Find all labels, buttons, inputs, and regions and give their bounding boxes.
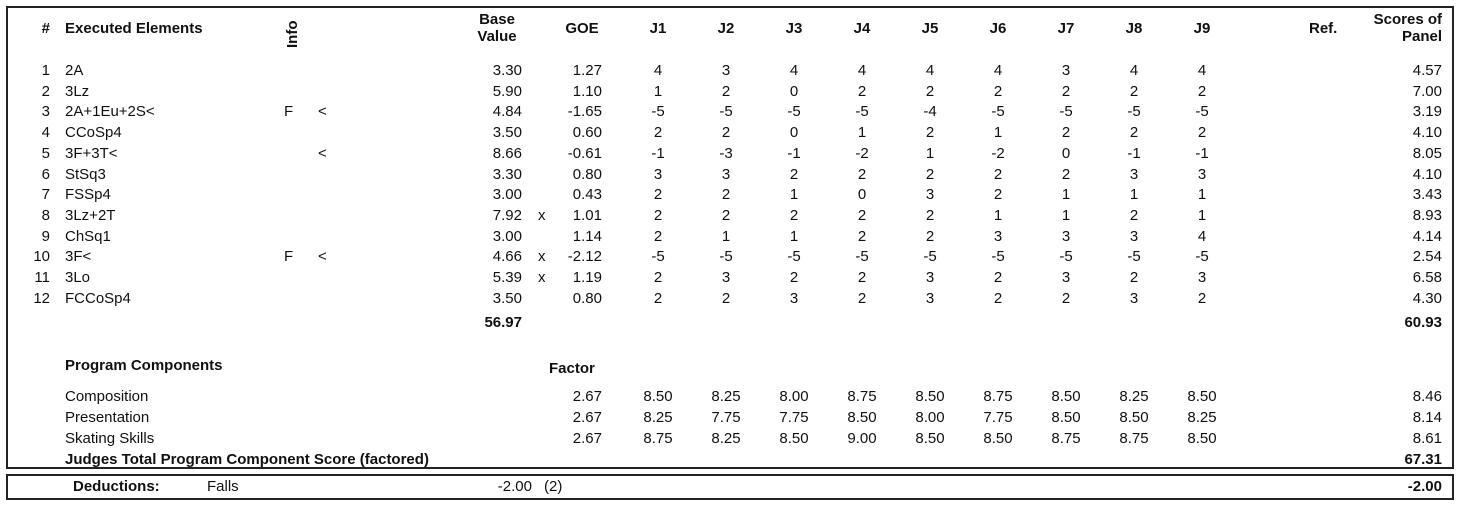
component-judge-score-j4: 8.50	[847, 409, 877, 426]
element-judge-score-j9: 3	[1197, 166, 1207, 183]
component-judge-score-j2: 8.25	[711, 430, 741, 447]
element-panel-score: 4.30	[1412, 290, 1442, 307]
col-header-judge-3: J3	[785, 20, 803, 37]
elements-score-total: 60.93	[1404, 314, 1442, 331]
element-judge-score-j2: 3	[721, 269, 731, 286]
element-name: 3Lz	[65, 83, 90, 100]
element-judge-score-j5: 2	[925, 83, 935, 100]
element-judge-score-j4: 2	[857, 228, 867, 245]
component-factor: 2.67	[572, 430, 602, 447]
element-judge-score-j4: 0	[857, 186, 867, 203]
element-info-underrotation: <	[318, 248, 327, 265]
component-judge-score-j6: 7.75	[983, 409, 1013, 426]
element-judge-score-j4: -2	[855, 145, 869, 162]
base-value-total: 56.97	[484, 314, 522, 331]
element-goe: -0.61	[567, 145, 602, 162]
element-judge-score-j1: 2	[653, 186, 663, 203]
element-judge-score-j9: 3	[1197, 269, 1207, 286]
element-judge-score-j3: 2	[789, 166, 799, 183]
element-name: FSSp4	[65, 186, 111, 203]
element-info-underrotation: <	[318, 145, 327, 162]
element-judge-score-j9: 2	[1197, 124, 1207, 141]
element-judge-score-j7: 2	[1061, 166, 1071, 183]
deductions-total: -2.00	[1407, 478, 1442, 495]
element-judge-score-j1: 1	[653, 83, 663, 100]
component-judge-score-j6: 8.50	[983, 430, 1013, 447]
col-header-base-value: Base Value	[477, 11, 517, 45]
element-name: 3Lz+2T	[65, 207, 116, 224]
element-judge-score-j8: 2	[1129, 269, 1139, 286]
element-goe: 1.01	[572, 207, 602, 224]
element-number: 12	[33, 290, 50, 307]
component-judge-score-j2: 7.75	[711, 409, 741, 426]
element-number: 11	[34, 269, 50, 286]
element-judge-score-j1: -5	[651, 103, 665, 120]
component-judge-score-j7: 8.50	[1051, 409, 1081, 426]
element-judge-score-j8: 2	[1129, 83, 1139, 100]
pcs-total-label: Judges Total Program Component Score (factored)	[65, 451, 429, 468]
element-judge-score-j7: 2	[1061, 83, 1071, 100]
element-judge-score-j3: 4	[789, 62, 799, 79]
element-judge-score-j2: -5	[719, 248, 733, 265]
element-judge-score-j4: 4	[857, 62, 867, 79]
component-judge-score-j3: 8.50	[779, 430, 809, 447]
element-number: 7	[41, 186, 50, 203]
element-base-value: 3.50	[492, 124, 522, 141]
element-number: 6	[41, 166, 50, 183]
element-judge-score-j2: 2	[721, 186, 731, 203]
col-header-judge-2: J2	[717, 20, 735, 37]
component-judge-score-j1: 8.50	[643, 388, 673, 405]
element-judge-score-j1: 2	[653, 290, 663, 307]
component-name: Composition	[65, 388, 149, 405]
element-base-value: 4.84	[492, 103, 522, 120]
element-judge-score-j1: -1	[651, 145, 665, 162]
element-judge-score-j5: -5	[923, 248, 937, 265]
element-number: 8	[41, 207, 50, 224]
col-header-info: Info	[284, 20, 301, 48]
element-judge-score-j5: 2	[925, 124, 935, 141]
element-panel-score: 2.54	[1412, 248, 1442, 265]
element-judge-score-j5: 2	[925, 207, 935, 224]
element-judge-score-j4: 2	[857, 290, 867, 307]
element-judge-score-j4: 2	[857, 269, 867, 286]
element-number: 1	[41, 62, 50, 79]
element-judge-score-j7: -5	[1059, 248, 1073, 265]
component-judge-score-j4: 9.00	[847, 430, 877, 447]
component-judge-score-j9: 8.25	[1187, 409, 1217, 426]
element-judge-score-j4: -5	[855, 248, 869, 265]
element-judge-score-j9: 2	[1197, 83, 1207, 100]
component-judge-score-j5: 8.50	[915, 430, 945, 447]
element-info-flag: F	[284, 103, 294, 120]
element-judge-score-j9: 1	[1197, 207, 1207, 224]
element-judge-score-j9: 1	[1197, 186, 1207, 203]
component-panel-score: 8.14	[1412, 409, 1442, 426]
col-header-goe: GOE	[565, 20, 599, 37]
element-number: 2	[41, 83, 50, 100]
col-header-judge-7: J7	[1057, 20, 1075, 37]
element-panel-score: 4.57	[1412, 62, 1442, 79]
element-judge-score-j5: 4	[925, 62, 935, 79]
component-judge-score-j8: 8.75	[1119, 430, 1149, 447]
element-info-underrotation: <	[318, 103, 327, 120]
col-header-judge-8: J8	[1125, 20, 1143, 37]
element-base-value: 3.00	[492, 186, 522, 203]
element-judge-score-j5: 3	[925, 290, 935, 307]
element-base-value: 3.30	[492, 166, 522, 183]
element-panel-score: 4.10	[1412, 166, 1442, 183]
element-judge-score-j7: 3	[1061, 228, 1071, 245]
element-number: 10	[33, 248, 50, 265]
element-goe: -1.65	[567, 103, 602, 120]
element-judge-score-j8: 3	[1129, 228, 1139, 245]
element-goe: 0.80	[572, 166, 602, 183]
element-judge-score-j6: 2	[993, 186, 1003, 203]
component-judge-score-j6: 8.75	[983, 388, 1013, 405]
element-judge-score-j5: 2	[925, 166, 935, 183]
element-base-value: 8.66	[492, 145, 522, 162]
component-judge-score-j7: 8.50	[1051, 388, 1081, 405]
element-judge-score-j7: 1	[1061, 207, 1071, 224]
element-judge-score-j6: 2	[993, 166, 1003, 183]
element-judge-score-j5: 3	[925, 269, 935, 286]
element-panel-score: 4.10	[1412, 124, 1442, 141]
component-judge-score-j3: 7.75	[779, 409, 809, 426]
element-judge-score-j6: 1	[993, 124, 1003, 141]
element-judge-score-j6: 1	[993, 207, 1003, 224]
pcs-total-score: 67.31	[1404, 451, 1442, 468]
element-judge-score-j9: 4	[1197, 62, 1207, 79]
element-judge-score-j5: 3	[925, 186, 935, 203]
element-goe: 1.19	[572, 269, 602, 286]
component-judge-score-j5: 8.50	[915, 388, 945, 405]
element-name: FCCoSp4	[65, 290, 131, 307]
col-header-number: #	[41, 20, 50, 37]
col-header-elements: Executed Elements	[65, 20, 203, 37]
element-judge-score-j7: 3	[1061, 62, 1071, 79]
element-judge-score-j8: -5	[1127, 103, 1141, 120]
element-judge-score-j7: 0	[1061, 145, 1071, 162]
component-judge-score-j2: 8.25	[711, 388, 741, 405]
element-judge-score-j3: -1	[787, 145, 801, 162]
element-judge-score-j6: 2	[993, 290, 1003, 307]
element-judge-score-j8: 4	[1129, 62, 1139, 79]
element-number: 4	[41, 124, 50, 141]
element-judge-score-j9: 4	[1197, 228, 1207, 245]
element-judge-score-j3: 2	[789, 269, 799, 286]
element-name: 3Lo	[65, 269, 91, 286]
element-bonus-marker: x	[538, 248, 546, 265]
element-judge-score-j6: 2	[993, 83, 1003, 100]
element-judge-score-j8: 2	[1129, 124, 1139, 141]
element-judge-score-j7: 3	[1061, 269, 1071, 286]
element-judge-score-j2: 2	[721, 83, 731, 100]
element-number: 9	[41, 228, 50, 245]
component-judge-score-j4: 8.75	[847, 388, 877, 405]
element-judge-score-j2: 1	[721, 228, 731, 245]
element-panel-score: 3.19	[1412, 103, 1442, 120]
component-judge-score-j5: 8.00	[915, 409, 945, 426]
element-goe: 0.80	[572, 290, 602, 307]
factor-header: Factor	[549, 360, 595, 377]
deductions-label: Deductions:	[73, 478, 160, 495]
element-judge-score-j6: -2	[991, 145, 1005, 162]
element-judge-score-j1: 2	[653, 228, 663, 245]
element-base-value: 5.39	[492, 269, 522, 286]
col-header-scores-of-panel: Scores of Panel	[1373, 11, 1442, 45]
element-judge-score-j7: 2	[1061, 290, 1071, 307]
element-judge-score-j2: 2	[721, 290, 731, 307]
element-judge-score-j8: -1	[1127, 145, 1141, 162]
element-judge-score-j3: 0	[789, 124, 799, 141]
element-judge-score-j1: 3	[653, 166, 663, 183]
element-judge-score-j9: -5	[1195, 248, 1209, 265]
col-header-judge-1: J1	[649, 20, 667, 37]
element-info-flag: F	[284, 248, 294, 265]
element-panel-score: 4.14	[1412, 228, 1442, 245]
element-judge-score-j7: -5	[1059, 103, 1073, 120]
element-base-value: 7.92	[492, 207, 522, 224]
element-judge-score-j6: 2	[993, 269, 1003, 286]
program-components-title: Program Components	[65, 357, 223, 374]
element-name: 2A	[65, 62, 84, 79]
col-header-judge-6: J6	[989, 20, 1007, 37]
element-judge-score-j9: -1	[1195, 145, 1209, 162]
element-judge-score-j1: 2	[653, 207, 663, 224]
component-factor: 2.67	[572, 409, 602, 426]
element-judge-score-j3: 1	[789, 228, 799, 245]
element-bonus-marker: x	[538, 269, 546, 286]
component-panel-score: 8.46	[1412, 388, 1442, 405]
element-goe: 1.14	[572, 228, 602, 245]
element-judge-score-j2: -5	[719, 103, 733, 120]
element-judge-score-j4: 1	[857, 124, 867, 141]
element-name: StSq3	[65, 166, 106, 183]
col-header-judge-4: J4	[853, 20, 871, 37]
deductions-count: (2)	[544, 478, 563, 495]
element-judge-score-j3: 3	[789, 290, 799, 307]
element-judge-score-j4: 2	[857, 207, 867, 224]
element-number: 5	[41, 145, 50, 162]
element-panel-score: 8.05	[1412, 145, 1442, 162]
element-number: 3	[41, 103, 50, 120]
element-judge-score-j1: 2	[653, 269, 663, 286]
element-judge-score-j6: 4	[993, 62, 1003, 79]
element-judge-score-j2: -3	[719, 145, 733, 162]
element-judge-score-j3: 2	[789, 207, 799, 224]
element-judge-score-j2: 2	[721, 124, 731, 141]
element-judge-score-j2: 2	[721, 207, 731, 224]
component-judge-score-j9: 8.50	[1187, 430, 1217, 447]
deductions-type: Falls	[207, 478, 239, 495]
element-judge-score-j1: 2	[653, 124, 663, 141]
element-judge-score-j5: 1	[925, 145, 935, 162]
element-judge-score-j8: 2	[1129, 207, 1139, 224]
element-judge-score-j9: -5	[1195, 103, 1209, 120]
element-goe: 1.10	[572, 83, 602, 100]
component-judge-score-j7: 8.75	[1051, 430, 1081, 447]
element-judge-score-j5: 2	[925, 228, 935, 245]
element-judge-score-j3: -5	[787, 103, 801, 120]
element-judge-score-j5: -4	[923, 103, 937, 120]
component-judge-score-j1: 8.75	[643, 430, 673, 447]
element-panel-score: 3.43	[1412, 186, 1442, 203]
component-judge-score-j8: 8.50	[1119, 409, 1149, 426]
element-judge-score-j2: 3	[721, 166, 731, 183]
col-header-ref: Ref.	[1309, 20, 1338, 37]
element-judge-score-j9: 2	[1197, 290, 1207, 307]
element-base-value: 5.90	[492, 83, 522, 100]
deductions-value: -2.00	[497, 478, 532, 495]
element-name: 2A+1Eu+2S<	[65, 103, 155, 120]
element-name: 3F+3T<	[65, 145, 118, 162]
element-judge-score-j6: -5	[991, 103, 1005, 120]
element-bonus-marker: x	[538, 207, 546, 224]
element-panel-score: 6.58	[1412, 269, 1442, 286]
element-goe: 1.27	[572, 62, 602, 79]
component-judge-score-j8: 8.25	[1119, 388, 1149, 405]
element-base-value: 3.00	[492, 228, 522, 245]
element-judge-score-j3: 0	[789, 83, 799, 100]
component-judge-score-j1: 8.25	[643, 409, 673, 426]
element-judge-score-j7: 2	[1061, 124, 1071, 141]
element-goe: 0.60	[572, 124, 602, 141]
element-name: CCoSp4	[65, 124, 122, 141]
element-panel-score: 8.93	[1412, 207, 1442, 224]
component-factor: 2.67	[572, 388, 602, 405]
element-goe: -2.12	[567, 248, 602, 265]
component-judge-score-j3: 8.00	[779, 388, 809, 405]
element-panel-score: 7.00	[1412, 83, 1442, 100]
element-goe: 0.43	[572, 186, 602, 203]
element-judge-score-j8: -5	[1127, 248, 1141, 265]
element-judge-score-j3: -5	[787, 248, 801, 265]
element-judge-score-j2: 3	[721, 62, 731, 79]
component-name: Skating Skills	[65, 430, 155, 447]
element-judge-score-j1: 4	[653, 62, 663, 79]
element-name: ChSq1	[65, 228, 111, 245]
element-judge-score-j7: 1	[1061, 186, 1071, 203]
col-header-judge-9: J9	[1193, 20, 1211, 37]
element-judge-score-j6: 3	[993, 228, 1003, 245]
element-judge-score-j8: 1	[1129, 186, 1139, 203]
element-judge-score-j4: -5	[855, 103, 869, 120]
element-judge-score-j4: 2	[857, 166, 867, 183]
element-name: 3F<	[65, 248, 92, 265]
element-judge-score-j4: 2	[857, 83, 867, 100]
col-header-judge-5: J5	[921, 20, 939, 37]
element-judge-score-j8: 3	[1129, 290, 1139, 307]
element-judge-score-j8: 3	[1129, 166, 1139, 183]
element-judge-score-j1: -5	[651, 248, 665, 265]
element-judge-score-j6: -5	[991, 248, 1005, 265]
element-base-value: 3.50	[492, 290, 522, 307]
component-name: Presentation	[65, 409, 150, 426]
component-judge-score-j9: 8.50	[1187, 388, 1217, 405]
element-base-value: 3.30	[492, 62, 522, 79]
component-panel-score: 8.61	[1412, 430, 1442, 447]
element-base-value: 4.66	[492, 248, 522, 265]
element-judge-score-j3: 1	[789, 186, 799, 203]
